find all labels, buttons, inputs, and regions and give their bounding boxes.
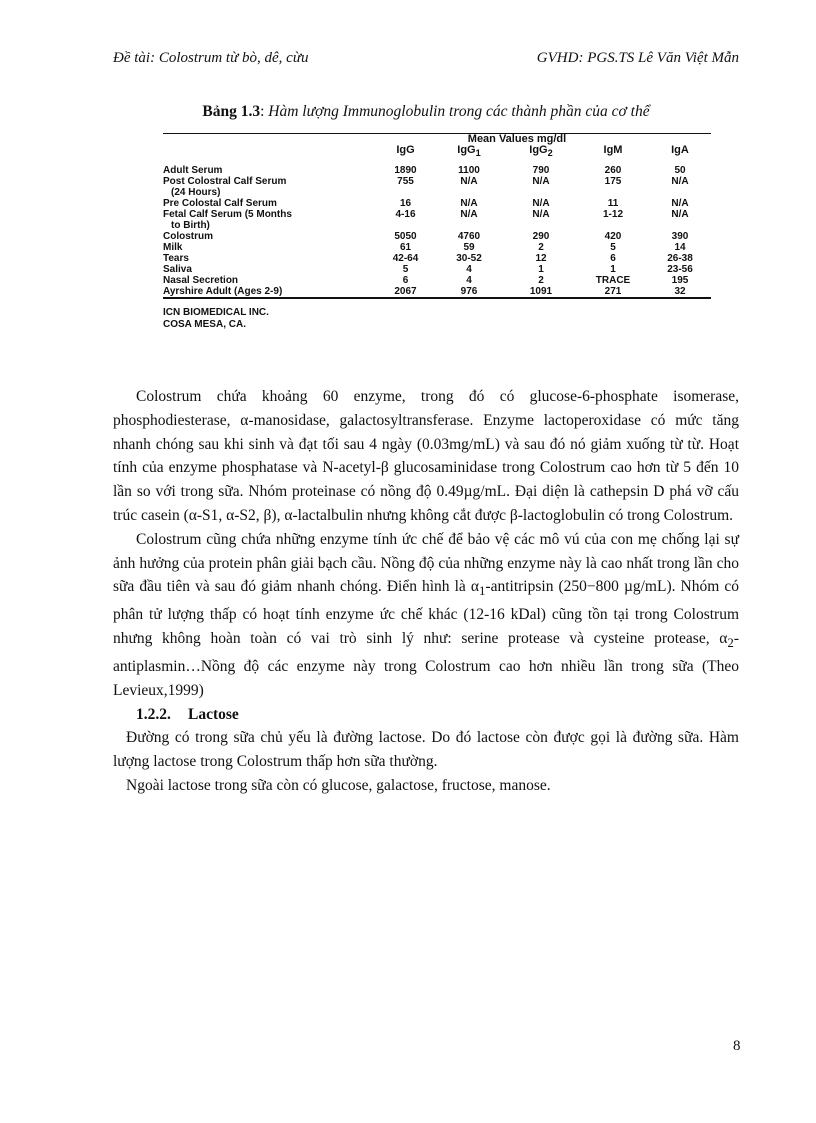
paragraph-inhibitors: Colostrum cũng chứa những enzyme tính ức chế để bảo vệ các mô vú của con mẹ chống lại sự ảnh hưởng của protein phân giải bạch cầu. Nồng độ của những enzyme này là cao nhất trong lần cho sữa đầu tiên và sau đó giảm nhanh chóng. Điển hình là $\alpha_1$-antitripsin (250−800 µg/mL). Nhóm có phân tử lượng thấp có hoạt tính enzyme ức chế khác (12-16 kDal) cũng tồn tại trong Colostrum nhưng không hoàn toàn có vai trò sinh lý như: serine protease và cysteine protease, $\alpha_2-antiplasmin\dots Nồng$ độ các enzyme này trong Colostrum cao hơn nhiều lần trong sữa (Theo Levieux,1999): [113, 530, 739, 699]
section-title: Lactose: [188, 705, 239, 723]
page-header: [113, 50, 739, 74]
row-value: N/A: [460, 176, 478, 188]
table-row: [163, 242, 711, 253]
row-value: 6: [402, 275, 409, 287]
row-value: N/A: [460, 198, 478, 210]
caption-text: Hàm lượng Immunoglobulin trong các thành phần của cơ thể: [268, 103, 650, 120]
row-value: 755: [397, 176, 414, 188]
row-value: 26-38: [667, 253, 693, 265]
row-value: 59: [463, 242, 475, 254]
row-value: 1091: [529, 286, 553, 298]
row-value: 390: [671, 231, 689, 243]
table-row: [163, 231, 711, 242]
row-value: 1890: [394, 165, 417, 177]
row-label: Saliva: [163, 264, 192, 276]
row-value: 1: [538, 264, 544, 276]
row-label: Pre Colostal Calf Serum: [163, 198, 277, 210]
row-value: N/A: [532, 198, 550, 210]
row-label: Colostrum: [163, 231, 213, 243]
header-supervisor: GVHD: PGS.TS Lê Văn Việt Mẫn: [536, 50, 739, 66]
table-row: [163, 275, 711, 286]
row-value: N/A: [671, 176, 689, 188]
row-label: Nasal Secretion: [163, 275, 239, 287]
row-value: 4: [466, 275, 472, 287]
header-label-cell: [163, 145, 378, 165]
row-value: N/A: [671, 209, 689, 221]
table-row: [163, 209, 711, 231]
row-value: N/A: [460, 209, 478, 221]
header-igm: IgM: [603, 144, 623, 156]
row-label: Tears: [163, 253, 189, 265]
column-header-row: [163, 145, 711, 165]
caption-label: Bảng 1.3: [202, 103, 261, 120]
table-row: [163, 264, 711, 275]
row-label: Post Colostral Calf Serum (24 Hours): [163, 176, 287, 199]
table-row: [163, 198, 711, 209]
row-value: TRACE: [595, 275, 631, 287]
source-line-2: COSA MESA, CA.: [163, 319, 246, 331]
row-value: 12: [535, 253, 547, 265]
row-value: 790: [532, 165, 550, 177]
source-line-1: ICN BIOMEDICAL INC.: [163, 307, 269, 319]
row-value: 50: [674, 165, 686, 177]
table-caption: [113, 103, 739, 121]
row-value: 30-52: [456, 253, 482, 265]
row-value: 4: [466, 264, 472, 276]
row-value: 16: [399, 198, 412, 210]
row-value: 42-64: [392, 253, 419, 265]
row-value: 271: [604, 286, 622, 298]
row-label: Fetal Calf Serum (5 Months to Birth): [163, 209, 292, 232]
header-iga: IgA: [671, 144, 689, 156]
row-value: 11: [607, 198, 619, 210]
header-topic: Đề tài: Colostrum từ bò, dê, cừu: [113, 50, 309, 66]
row-value: 420: [604, 231, 622, 243]
table-row: [163, 176, 711, 198]
row-value: 290: [532, 231, 550, 243]
paragraph-other-sugars: Ngoài lactose trong sữa còn có glucose, galactose, fructose, manose.: [126, 776, 551, 794]
row-value: 2067: [394, 286, 417, 298]
row-value: 1: [610, 264, 616, 276]
row-value: 5: [610, 242, 616, 254]
row-value: 195: [671, 275, 689, 287]
row-value: 4-16: [395, 209, 416, 221]
table-source: [163, 307, 711, 331]
row-value: 23-56: [667, 264, 693, 276]
row-label: Adult Serum: [163, 165, 223, 177]
row-value: 14: [674, 242, 686, 254]
row-value: 32: [674, 286, 686, 298]
row-value: N/A: [671, 198, 689, 210]
row-value: 175: [604, 176, 622, 188]
row-value: 976: [460, 286, 478, 298]
paragraph-lactose: Đường có trong sữa chủ yếu là đường lactose. Do đó lactose còn được gọi là đường sữa. Hàm lượng lactose trong Colostrum thấp hơn sữa thường.: [113, 729, 739, 771]
header-igg2: IgG$_2$: [529, 144, 553, 159]
row-value: 2: [538, 242, 544, 254]
row-value: N/A: [532, 209, 550, 221]
row-value: 61: [399, 242, 412, 254]
row-value: 260: [604, 165, 622, 177]
group-header: Mean Values mg/dl: [467, 133, 567, 145]
table-bottom-rule: [163, 297, 711, 299]
row-value: N/A: [532, 176, 550, 188]
header-igg1: IgG$_1$: [457, 144, 481, 159]
row-value: 2: [538, 275, 544, 287]
section-heading: [113, 703, 739, 727]
body-text: [113, 385, 739, 798]
table-grid: [163, 134, 711, 297]
table-row: [163, 165, 711, 176]
caption-separator: :: [260, 103, 269, 120]
page-number: 8: [733, 1038, 741, 1054]
row-value: 4760: [457, 231, 481, 243]
row-value: 1-12: [602, 209, 623, 221]
table-body: [163, 165, 711, 297]
table-row: [163, 286, 711, 297]
header-igg: IgG: [396, 144, 415, 156]
immunoglobulin-table: [163, 133, 711, 331]
row-value: 5: [402, 264, 409, 276]
paragraph-enzymes: Colostrum chứa khoảng 60 enzyme, trong đó có glucose-6-phosphate isomerase, phosphodiesterase, α-manosidase, galactosyltransferase. Enzyme lactoperoxidase có mức tăng nhanh chóng sau khi sinh và đạt tối sau 4 ngày (0.03mg/mL) và sau đó nó giảm xuống từ từ. Hoạt tính của enzyme phosphatase và N-acetyl-β glucosaminidase trong Colostrum cao hơn từ 5 đến 10 lần so với trong sữa. Nhóm proteinase có nồng độ 0.49µg/mL. Đại diện là cathepsin D phá vỡ cấu trúc casein (α-S1, α-S2, β), α-lactalbulin nhưng không cắt được β-lactoglobulin có trong Colostrum.: [113, 388, 739, 524]
row-label: Milk: [163, 242, 183, 254]
section-number: 1.2.2.: [136, 705, 171, 723]
row-label: Ayrshire Adult (Ages 2-9): [163, 286, 283, 298]
row-value: 1100: [458, 165, 480, 177]
row-value: 6: [610, 253, 616, 265]
table-row: [163, 253, 711, 264]
row-value: 5050: [394, 231, 417, 243]
